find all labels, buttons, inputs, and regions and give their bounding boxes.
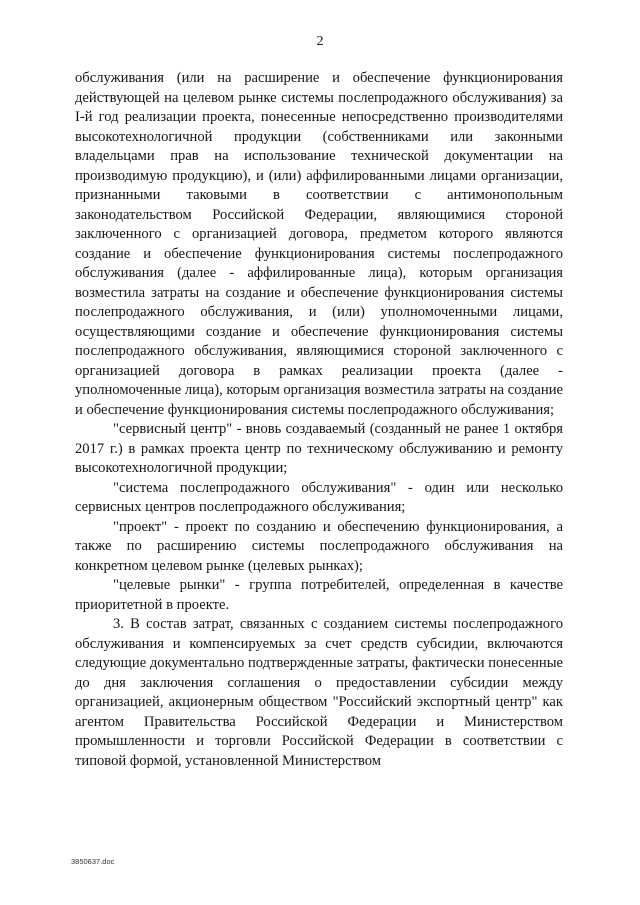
page-number: 2 [316, 34, 324, 49]
paragraph-target-markets: "целевые рынки" - группа потребителей, определенная в качестве приоритетной в проекте. [75, 577, 563, 613]
document-body [75, 69, 563, 771]
paragraph-after-sales-system: "система послепродажного обслуживания" - один или несколько сервисных центров послепродажного обслуживания; [75, 479, 563, 515]
document-file-name: 3850637.doc [71, 857, 115, 866]
paragraph-service-center: "сервисный центр" - вновь создаваемый (созданный не ранее 1 октября 2017 г.) в рамках проекта центр по техническому обслуживанию и ремонту высокотехнологичной продукции; [75, 421, 563, 476]
paragraph-continuation: обслуживания (или на расширение и обеспечение функционирования действующей на целевом рынке системы послепродажного обслуживания) за I-й год реализации проекта, понесенные непосредственно производителями высокотехнологичной продукции (собственниками или законными владельцами прав на использование технической документации на производимую продукцию), и (или) аффилированными лицами организации, признанными таковыми в соответствии с антимонопольным законодательством Российской Федерации, являющимися стороной заключенного с организацией договора, предметом которого являются создание и обеспечение функционирования системы послепродажного обслуживания (далее - аффилированные лица), которым организация возместила затраты на создание и обеспечение функционирования системы послепродажного обслуживания, и (или) уполномоченными лицами, осуществляющими создание и обеспечение функционирования системы послепродажного обслуживания, являющимися стороной заключенного с организацией договора в рамках реализации проекта (далее - уполномоченные лица), которым организация возместила затраты на создание и обеспечение функционирования системы послепродажного обслуживания; [75, 70, 563, 418]
paragraph-item-3: 3. В состав затрат, связанных с созданием системы послепродажного обслуживания и компенсируемых за счет средств субсидии, включаются следующие документально подтвержденные затраты, фактически понесенные до дня заключения соглашения о предоставлении субсидии между организацией, акционерным обществом "Российский экспортный центр" как агентом Правительства Российской Федерации и Министерством промышленности и торговли Российской Федерации в соответствии с типовой формой, установленной Министерством [75, 616, 563, 769]
paragraph-project: "проект" - проект по созданию и обеспечению функционирования, а также по расширению системы послепродажного обслуживания на конкретном целевом рынке (целевых рынках); [75, 518, 563, 574]
